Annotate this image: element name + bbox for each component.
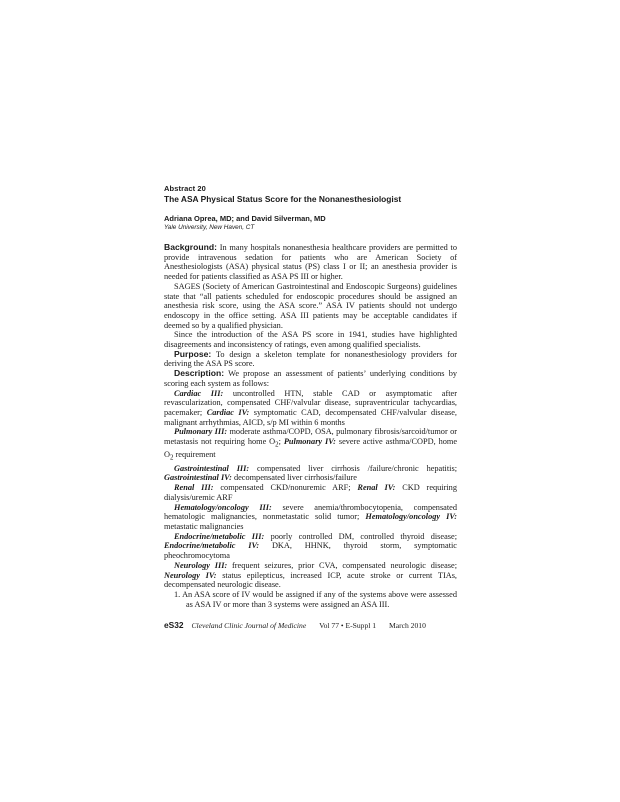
renal-paragraph <box>164 483 457 502</box>
gi-iii-label: Gastrointestinal III: <box>174 463 250 473</box>
description-paragraph <box>164 369 457 388</box>
list-item: 1. An ASA score of IV would be assigned if any of the systems above were assessed as ASA IV or more than 3 systems were assigned an ASA III. <box>174 589 457 609</box>
purpose-text: To design a skeleton template for nonanesthesiology providers for deriving the ASA PS score. <box>164 349 457 369</box>
endo-iii-text: poorly controlled DM, controlled thyroid disease; <box>270 531 457 541</box>
background-paragraph <box>164 243 457 282</box>
affiliation: Yale University, New Haven, CT <box>164 224 255 231</box>
article-title: The ASA Physical Status Score for the Nonanesthesiologist <box>164 194 402 204</box>
purpose-paragraph <box>164 350 457 369</box>
abstract-label: Abstract 20 <box>164 184 206 193</box>
endo-iii-label: Endocrine/metabolic III: <box>174 531 265 541</box>
endo-iv-label: Endocrine/metabolic IV: <box>164 541 260 551</box>
neuro-iii-text: frequent seizures, prior CVA, compensated neurologic disease; <box>232 560 458 570</box>
cardiac-iv-text: symptomatic CAD, decompensated CHF/valvular disease, malignant arrhythmias, AICD, s/p MI within 6 months <box>164 407 457 427</box>
cardiac-paragraph <box>164 389 457 428</box>
cardiac-iii-text: uncontrolled HTN, stable CAD or asymptomatic after revascularization, compensated CHF/valvular disease, supraventricular tachycardias, pacemaker; <box>164 388 457 417</box>
description-text: We propose an assessment of patients’ underlying conditions by scoring each system as follows: <box>164 369 457 388</box>
heme-iii-text: severe anemia/thrombocytopenia, compensated hematologic malignancies, nonmetastatic solid tumor; <box>164 502 457 522</box>
gi-iv-label: Gastrointestinal IV: <box>164 473 232 483</box>
neuro-iii-label: Neurology III: <box>174 560 228 570</box>
background-heading: Background: <box>164 242 217 252</box>
neurology-paragraph <box>164 561 457 590</box>
renal-iii-label: Renal III: <box>174 483 214 493</box>
endocrine-paragraph <box>164 532 457 561</box>
pulmonary-iv-label: Pulmonary IV: <box>283 437 336 447</box>
pulmonary-iv-text: severe active asthma/COPD, home O <box>164 437 457 460</box>
pulmonary-iii-label: Pulmonary III: <box>174 427 228 437</box>
heme-iv-text: metastatic malignancies <box>164 522 244 531</box>
abstract-body <box>164 243 457 609</box>
gi-paragraph <box>164 464 457 483</box>
purpose-heading: Purpose: <box>174 348 212 359</box>
background-text-1: In many hospitals nonanesthesia healthcare providers are permitted to provide intravenous sedation for patients who are American Society of Anesthesiologists (ASA) physical status (PS) class I or II; an anesthesia provider is needed for patients classified as ASA PS III or higher. <box>164 243 457 282</box>
renal-iv-text: CKD requiring dialysis/uremic ARF <box>164 483 457 502</box>
description-heading: Description: <box>174 368 225 379</box>
gi-iv-text: decompensated liver cirrhosis/failure <box>233 473 357 483</box>
pulmonary-iii-end: ; <box>278 437 281 447</box>
heme-iv-label: Hematology/oncology IV: <box>365 512 457 522</box>
neuro-iv-text: status epilepticus, increased ICP, acute stroke or current TIAs, decompensated neurologic disease. <box>164 570 457 590</box>
renal-iii-text: compensated CKD/nonuremic ARF; <box>220 483 351 493</box>
journal-name: Cleveland Clinic Journal of Medicine <box>191 621 307 630</box>
pulmonary-iv-end: requirement <box>175 450 216 460</box>
hematology-paragraph <box>164 503 457 532</box>
page-number: eS32 <box>164 620 184 630</box>
cardiac-iii-label: Cardiac III: <box>174 388 224 398</box>
volume-info: Vol 77 • E-Suppl 1 <box>319 621 377 630</box>
pulmonary-paragraph <box>164 427 457 463</box>
o2-subscript: 2 <box>170 455 174 463</box>
background-paragraph-3: Since the introduction of the ASA PS score in 1941, studies have highlighted disagreements and inconsistency of ratings, even among qualified specialists. <box>164 330 457 350</box>
heme-iii-label: Hematology/oncology III: <box>174 502 272 512</box>
article <box>164 184 457 609</box>
pulmonary-iii-text: moderate asthma/COPD, OSA, pulmonary fibrosis/sarcoid/tumor or metastasis not requiring home O <box>164 427 457 447</box>
issue-date: March 2010 <box>388 621 426 630</box>
o2-subscript: 2 <box>275 441 279 449</box>
gi-iii-text: compensated liver cirrhosis /failure/chronic hepatitis; <box>257 463 457 473</box>
page-footer <box>164 620 457 630</box>
neuro-iv-label: Neurology IV: <box>164 570 217 580</box>
endo-iv-text: DKA, HHNK, thyroid storm, symptomatic pheochromocytoma <box>164 541 457 561</box>
authors: Adriana Oprea, MD; and David Silverman, MD <box>164 214 326 223</box>
background-paragraph-2: SAGES (Society of American Gastrointestinal and Endoscopic Surgeons) guidelines state that “all patients scheduled for endoscopic procedures should be assigned an anesthesia risk score, using the ASA score.” ASA IV patients should not undergo endoscopy in the office setting. ASA III patients may be acceptable candidates if deemed so by a qualified physician. <box>164 281 457 330</box>
cardiac-iv-label: Cardiac IV: <box>206 407 250 417</box>
renal-iv-label: Renal IV: <box>357 483 396 493</box>
